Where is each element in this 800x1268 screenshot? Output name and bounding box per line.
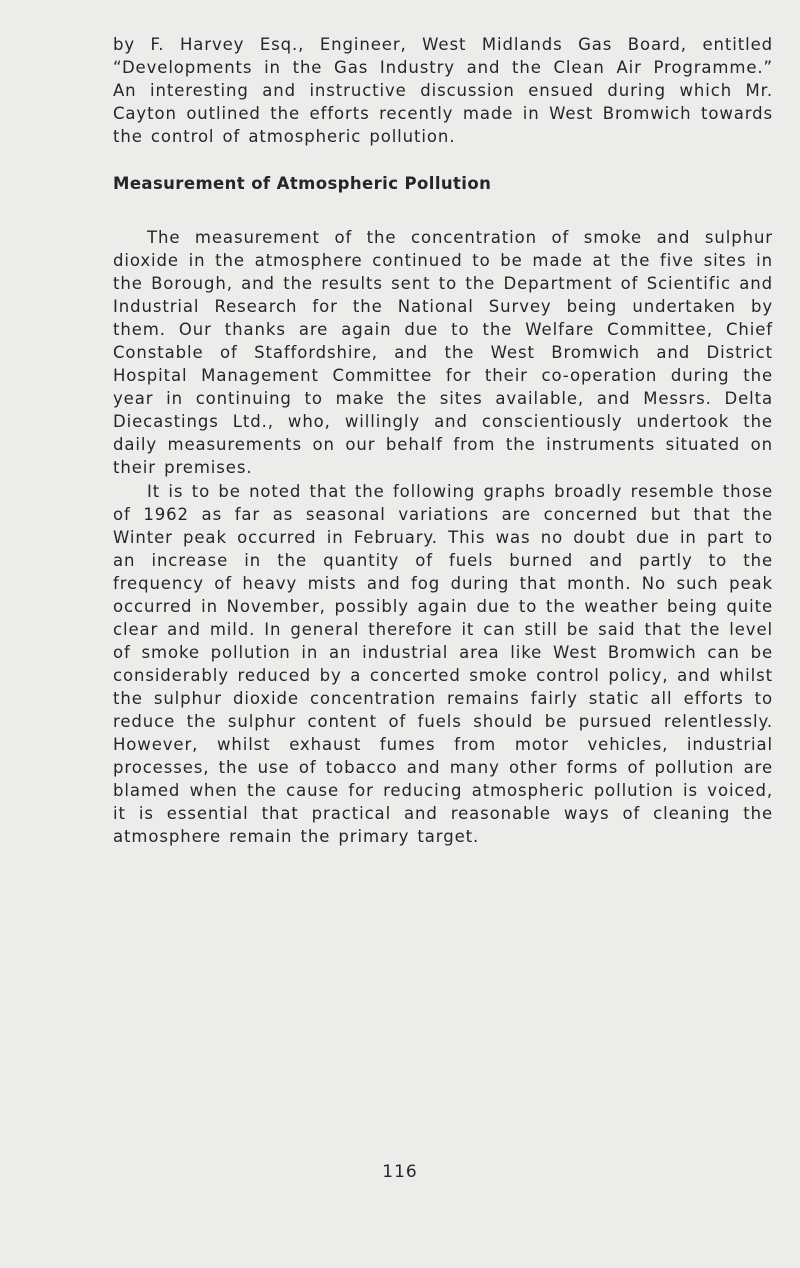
- intro-paragraph: by F. Harvey Esq., Engineer, West Midlands Gas Board, entitled “Developments in the Gas Industry and the Clean Air Programme.” An interesting and instructive discussion ensued during which Mr. Cayton outlined the efforts recently made in West Bromwich towards the control of atmospheric pollution.: [113, 35, 773, 146]
- paragraph-2: It is to be noted that the following graphs broadly resemble those of 1962 as far as seasonal variations are concerned but that the Winter peak occurred in February. This was no doubt due in part to an increase in the quantity of fuels burned and partly to the frequency of heavy mists and fog during that month. No such peak occurred in November, possibly again due to the weather being quite clear and mild. In general therefore it can still be said that the level of smoke pollution in an industrial area like West Bromwich can be considerably reduced by a concerted smoke control policy, and whilst the sulphur dioxide concentration remains fairly static all efforts to reduce the sulphur content of fuels should be pursued relentlessly. However, whilst exhaust fumes from motor vehicles, industrial processes, the use of tobacco and many other forms of pollution are blamed when the cause for reducing atmospheric pollution is voiced, it is essential that practical and reasonable ways of cleaning the atmosphere remain the primary target.: [113, 482, 773, 846]
- paragraph-1-block: [113, 226, 773, 479]
- paragraph-2-block: [113, 480, 773, 848]
- page-number: 116: [382, 1162, 418, 1182]
- section-heading: Measurement of Atmospheric Pollution: [113, 174, 492, 193]
- paragraph-1: The measurement of the concentration of smoke and sulphur dioxide in the atmosphere continued to be made at the five sites in the Borough, and the results sent to the Department of Scientific and Industrial Research for the National Survey being undertaken by them. Our thanks are again due to the Welfare Committee, Chief Constable of Staffordshire, and the West Bromwich and District Hospital Management Committee for their co-operation during the year in continuing to make the sites available, and Messrs. Delta Diecastings Ltd., who, willingly and conscientiously undertook the daily measurements on our behalf from the instruments situated on their premises.: [113, 228, 773, 477]
- intro-paragraph-block: [113, 33, 773, 148]
